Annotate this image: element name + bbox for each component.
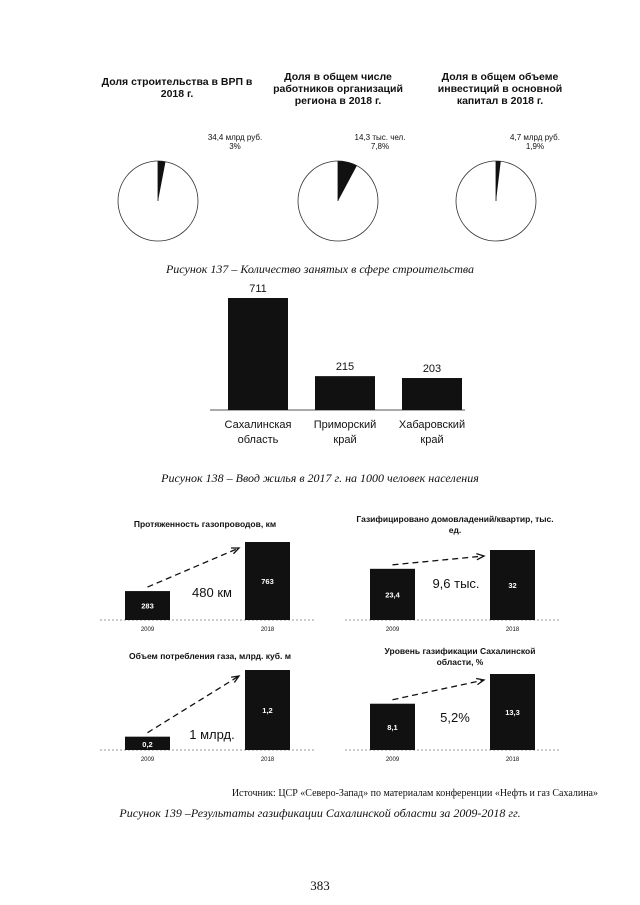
mini-title-households: Газифицировано домовладений/квартир, тыс. ед.	[356, 514, 554, 535]
caption-figure-139: Рисунок 139 –Результаты газификации Сахалинской области за 2009-2018 гг.	[119, 806, 521, 820]
main-category-label: Приморский	[313, 419, 377, 431]
pie-value-investment: 4,7 млрд руб.	[510, 133, 560, 142]
pie-title-investment: Доля в общем объеме инвестиций в основной капитал в 2018 г.	[437, 71, 563, 107]
mini-category-label: 2009	[385, 627, 400, 633]
main-category-label: край	[420, 434, 444, 446]
main-bar	[315, 376, 375, 410]
pie-label-investment	[500, 133, 570, 151]
mini-chart-households	[345, 535, 565, 640]
mini-title-gasification-level: Уровень газификации Сахалинской области, %	[384, 646, 536, 667]
mini-bar-value-label: 283	[141, 601, 154, 611]
main-bar	[402, 378, 462, 410]
mini-annotation: 9,6 тыс.	[432, 576, 480, 591]
mini-title-consumption: Объем потребления газа, млрд. куб. м	[129, 651, 291, 661]
mini-annotation: 1 млрд.	[189, 727, 235, 742]
mini-bar-value-label: 1,2	[262, 706, 273, 715]
mini-arrow-head	[231, 676, 239, 683]
mini-bar-value-label: 0,2	[142, 740, 153, 749]
main-category-label: область	[237, 434, 279, 446]
housing-bar-chart	[200, 278, 480, 453]
pie-chart-gdp	[115, 158, 201, 244]
mini-arrow-head	[476, 679, 484, 685]
pie-label-workers	[345, 133, 415, 151]
pie-percent-gdp: 3%	[229, 142, 241, 151]
page-number: 383	[310, 878, 330, 893]
mini-bar-value-label: 32	[508, 581, 517, 590]
pie-percent-workers: 7,8%	[370, 142, 390, 151]
caption-figure-138: Рисунок 138 – Ввод жилья в 2017 г. на 1000 человек населения	[161, 471, 479, 485]
main-bar-value-label: 215	[335, 361, 355, 374]
source-note: Источник: ЦСР «Северо-Запад» по материалам конференции «Нефть и газ Сахалина»	[231, 788, 598, 799]
mini-annotation: 480 км	[192, 585, 232, 600]
mini-annotation: 5,2%	[440, 710, 470, 725]
main-category-label: Хабаровский	[398, 419, 466, 431]
mini-trend-arrow	[393, 680, 485, 700]
mini-bar-value-label: 8,1	[387, 722, 398, 732]
mini-trend-arrow	[393, 556, 485, 565]
pie-value-gdp: 34,4 млрд руб.	[207, 133, 263, 142]
mini-category-label: 2009	[140, 757, 155, 763]
mini-bar-value-label: 763	[261, 577, 274, 586]
mini-category-label: 2018	[260, 757, 275, 763]
mini-bar-value-label: 23,4	[385, 590, 400, 600]
mini-category-label: 2018	[260, 627, 275, 633]
main-category-label: край	[333, 434, 357, 446]
mini-bar-value-label: 13,3	[505, 708, 520, 717]
mini-category-label: 2009	[140, 627, 155, 633]
mini-chart-gasification-level	[345, 665, 565, 770]
main-bar	[228, 298, 288, 410]
mini-category-label: 2018	[505, 757, 520, 763]
main-category-label: Сахалинская	[224, 419, 292, 431]
mini-category-label: 2018	[505, 627, 520, 633]
pie-title-gdp: Доля строительства в ВРП в 2018 г.	[101, 76, 253, 100]
mini-title-pipelines: Протяженность газопроводов, км	[133, 519, 277, 529]
mini-chart-consumption	[100, 665, 320, 770]
pie-value-workers: 14,3 тыс. чел.	[354, 133, 406, 142]
mini-trend-arrow	[148, 676, 240, 733]
pie-title-workers: Доля в общем числе работников организаций региона в 2018 г.	[273, 71, 403, 107]
mini-trend-arrow	[148, 548, 240, 587]
pie-chart-workers	[295, 158, 381, 244]
main-bar-value-label: 711	[249, 283, 267, 295]
pie-chart-investment	[453, 158, 539, 244]
pie-label-gdp	[200, 133, 270, 151]
main-bar-value-label: 203	[422, 363, 442, 376]
caption-figure-137: Рисунок 137 – Количество занятых в сфере строительства	[165, 262, 475, 276]
mini-category-label: 2009	[385, 757, 400, 763]
mini-chart-pipelines	[100, 535, 320, 640]
pie-percent-investment: 1,9%	[525, 142, 545, 151]
